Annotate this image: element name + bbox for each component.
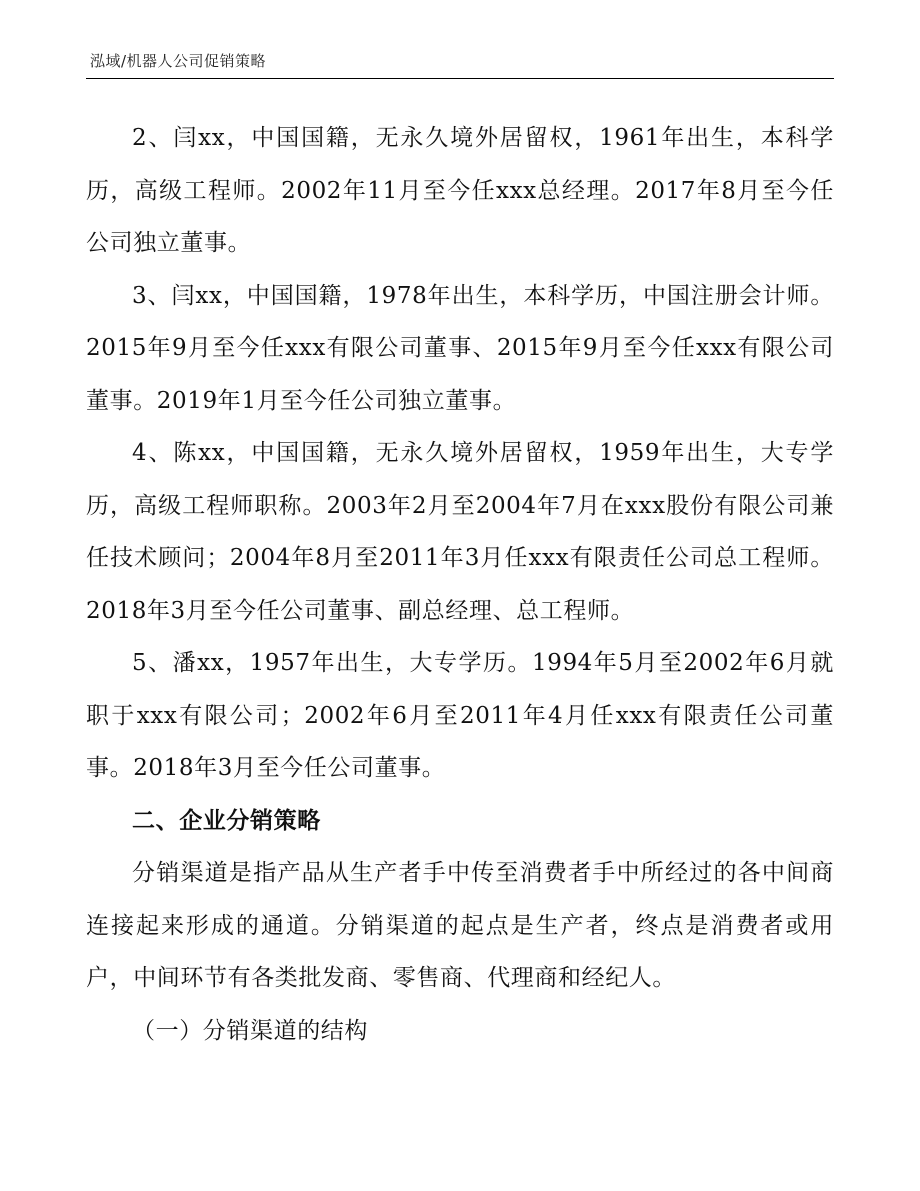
page-header-title: 泓域/机器人公司促销策略 [90,52,267,70]
director-bio-2: 2、闫xx，中国国籍，无永久境外居留权，1961年出生，本科学历，高级工程师。2002年11月至今任xxx总经理。2017年8月至今任公司独立董事。 [86,125,834,256]
header-divider [86,78,834,79]
director-bio-5: 5、潘xx，1957年出生，大专学历。1994年5月至2002年6月就职于xxx有限公司；2002年6月至2011年4月任xxx有限责任公司董事。2018年3月至今任公司董事。 [86,650,834,781]
section-intro: 分销渠道是指产品从生产者手中传至消费者手中所经过的各中间商连接起来形成的通道。分销渠道的起点是生产者，终点是消费者或用户，中间环节有各类批发商、零售商、代理商和经纪人。 [86,860,834,991]
section-subheading: （一）分销渠道的结构 [132,1017,368,1044]
director-bio-3: 3、闫xx，中国国籍，1978年出生，本科学历，中国注册会计师。2015年9月至今任xxx有限公司董事、2015年9月至今任xxx有限公司董事。2019年1月至今任公司独立董事。 [86,282,834,414]
section-heading: 二、企业分销策略 [132,807,321,834]
director-bio-4: 4、陈xx，中国国籍，无永久境外居留权，1959年出生，大专学历，高级工程师职称。2003年2月至2004年7月在xxx股份有限公司兼任技术顾问；2004年8月至2011年3月任xxx有限责任公司总工程师。2018年3月至今任公司董事、副总经理、总工程师。 [86,440,834,624]
document-body [86,112,834,1057]
